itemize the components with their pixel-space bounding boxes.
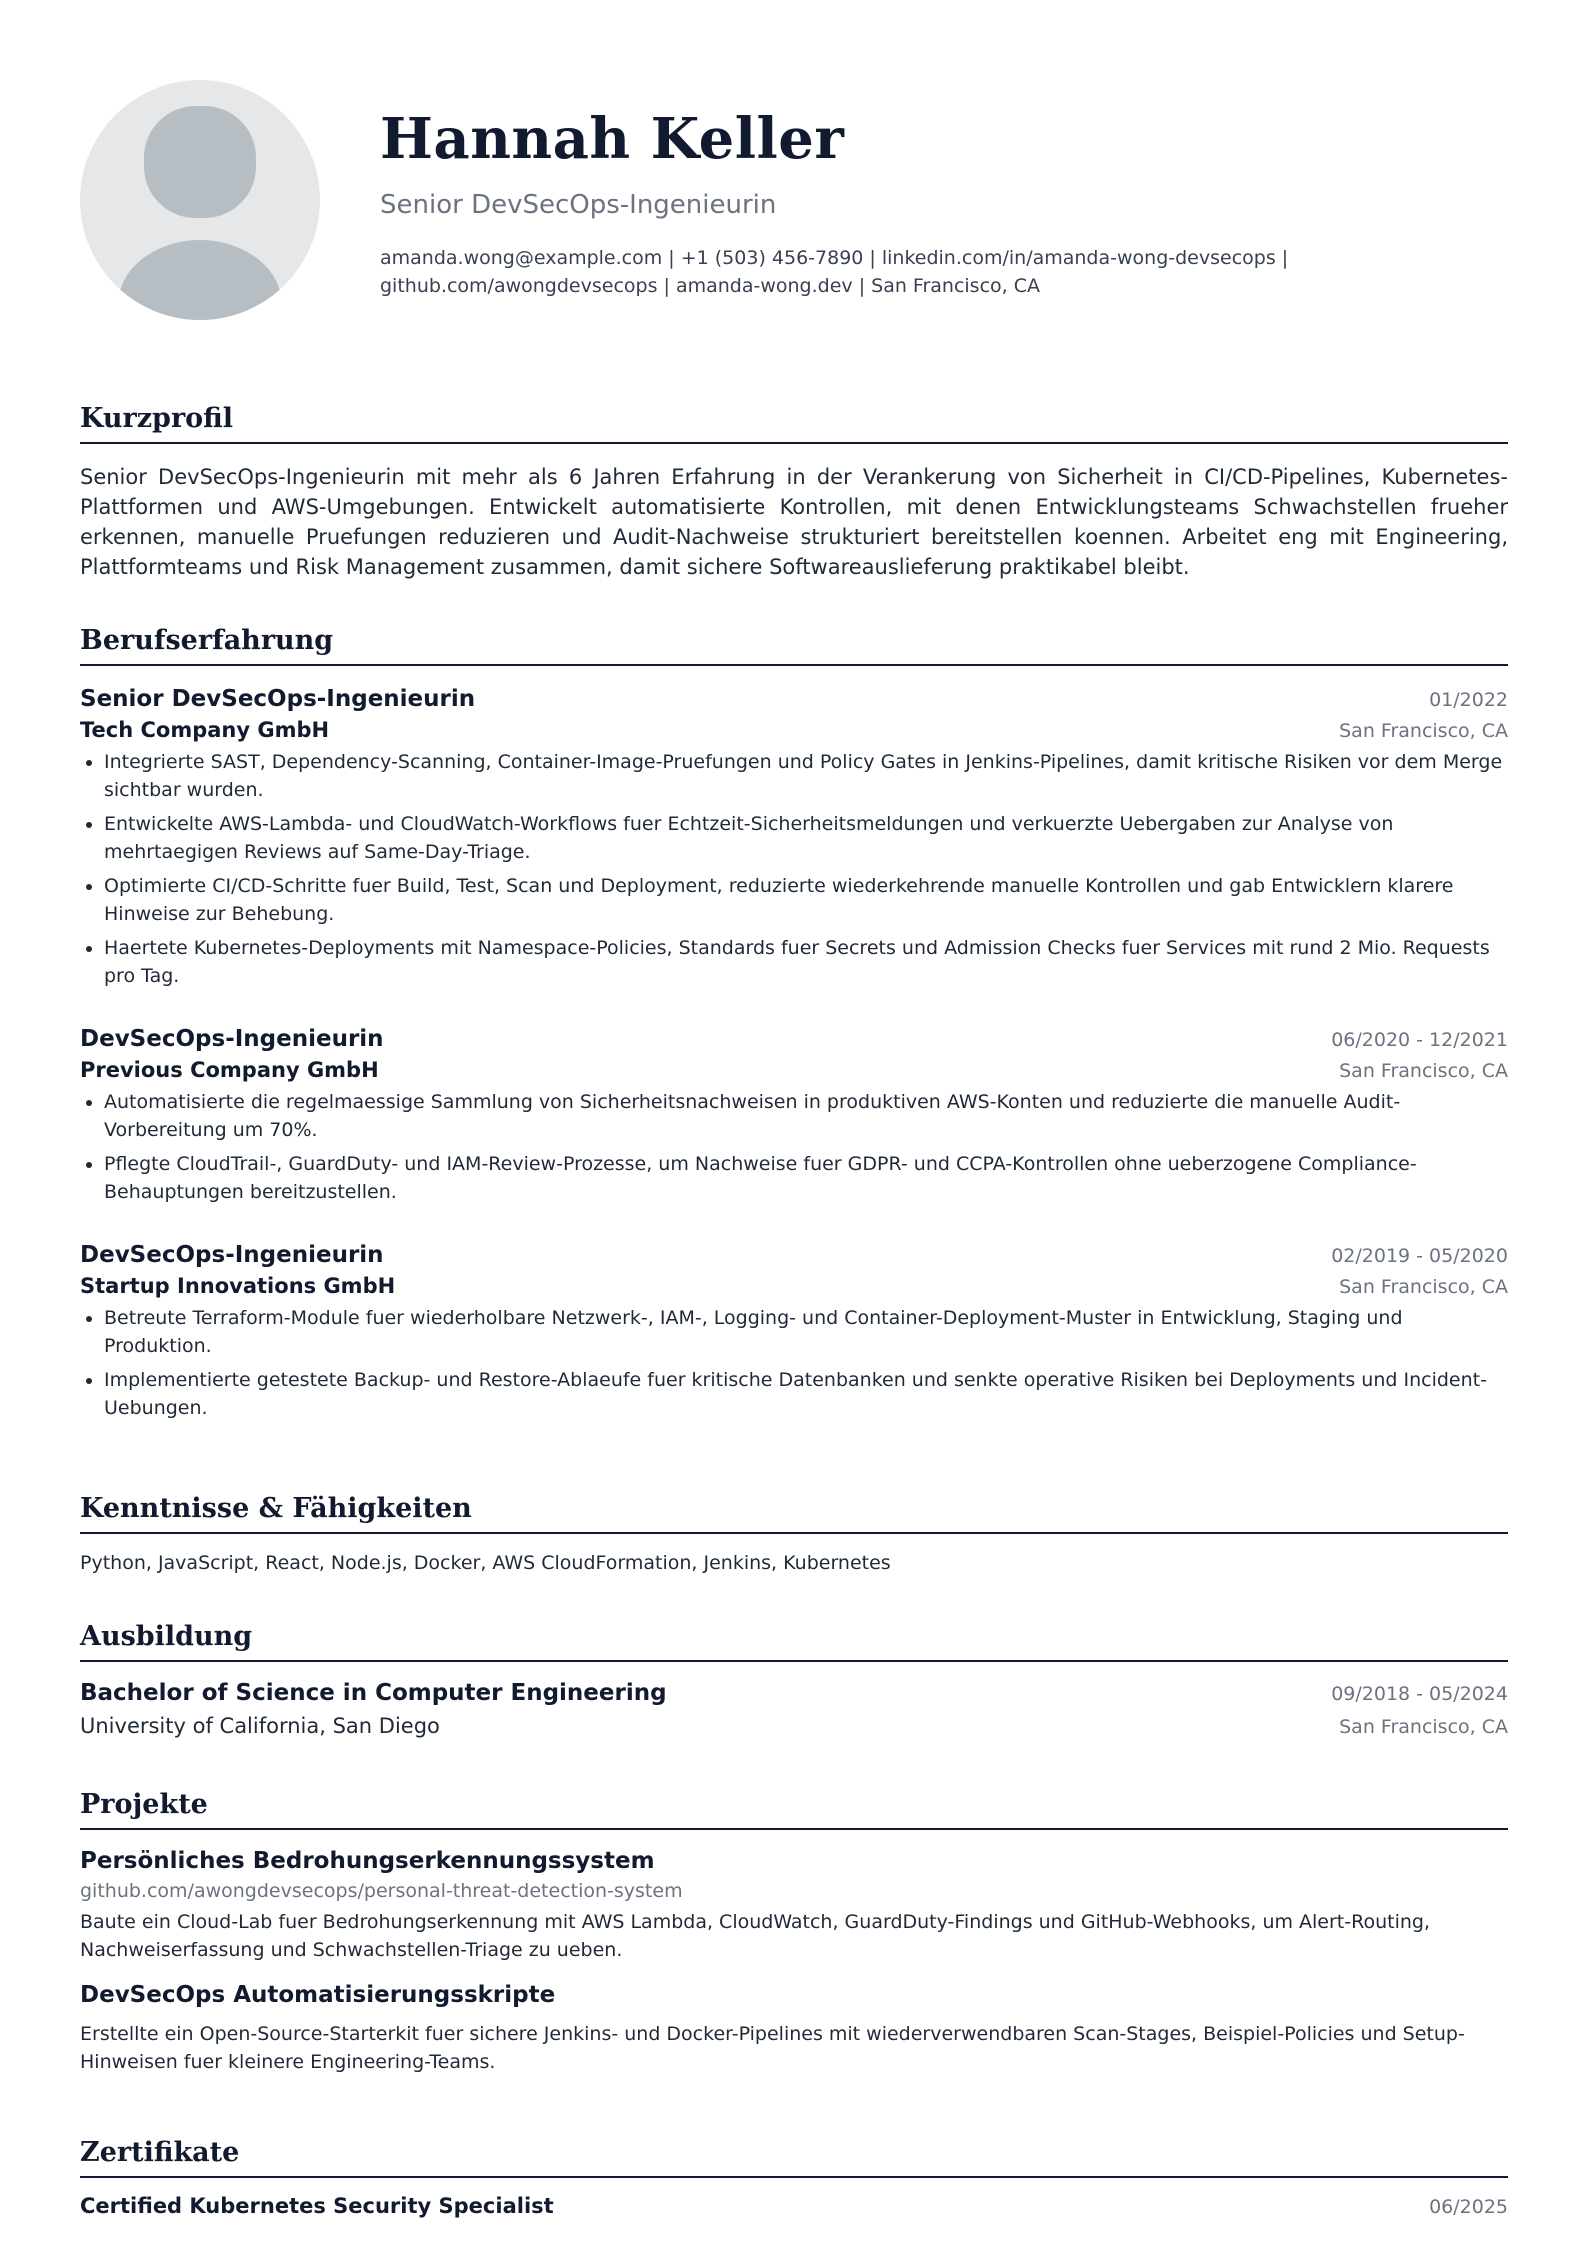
avatar — [80, 80, 320, 320]
job-bullet: • Haertete Kubernetes-Deployments mit Namespace-Policies, Standards fuer Secrets und Admission Checks fuer Services mit rund 2 Mio. Requests pro Tag. — [104, 934, 1508, 990]
company-name: Tech Company GmbH — [80, 717, 330, 742]
avatar-head-shape — [144, 106, 256, 218]
resume-page — [80, 0, 1508, 2218]
summary-section — [80, 402, 1508, 582]
section-heading: Zertifikate — [80, 2136, 1508, 2178]
job-bullet: • Integrierte SAST, Dependency-Scanning, Container-Image-Pruefungen und Policy Gates in Jenkins-Pipelines, damit kritische Risiken vor dem Merge sichtbar wurden. — [104, 748, 1508, 804]
certificate-entry — [80, 2194, 1508, 2218]
summary-text: Senior DevSecOps-Ingenieurin mit mehr als 6 Jahren Erfahrung in der Verankerung von Sicherheit in CI/CD-Pipelines, Kubernetes-Plattformen und AWS-Umgebungen. Entwickelt automatisierte Kontrollen, mit denen Entwicklungsteams Schwachstellen frueher erkennen, manuelle Pruefungen reduzieren und Audit-Nachweise strukturiert bereitstellen koennen. Arbeitet eng mit Engineering, Plattformteams und Risk Management zusammen, damit sichere Softwareauslieferung praktikabel bleibt. — [80, 464, 1508, 579]
job-title: DevSecOps-Ingenieurin — [80, 1025, 384, 1052]
projects-section — [80, 1788, 1508, 2076]
section-heading: Kurzprofil — [80, 402, 1508, 444]
job-location: San Francisco, CA — [1339, 1059, 1508, 1082]
job-bullets — [80, 1088, 1508, 1206]
company-name: Previous Company GmbH — [80, 1057, 379, 1082]
job-location: San Francisco, CA — [1339, 1275, 1508, 1298]
experience-section — [80, 624, 1508, 1428]
job-bullet: • Implementierte getestete Backup- und Restore-Ablaeufe fuer kritische Datenbanken und senkte operative Risiken bei Deployments und Incident-Uebungen. — [104, 1366, 1508, 1422]
job-date: 02/2019 - 05/2020 — [1331, 1244, 1508, 1267]
job-bullets — [80, 748, 1508, 990]
certificate-date: 06/2025 — [1429, 2195, 1508, 2218]
job-date: 01/2022 — [1429, 688, 1508, 711]
section-heading: Projekte — [80, 1788, 1508, 1830]
skills-list: Python, JavaScript, React, Node.js, Docker, AWS CloudFormation, Jenkins, Kubernetes — [80, 1551, 891, 1574]
candidate-title: Senior DevSecOps-Ingenieurin — [380, 190, 777, 220]
education-section — [80, 1620, 1508, 1738]
avatar-body-shape — [118, 240, 282, 320]
job-bullets — [80, 1304, 1508, 1422]
project-description: Baute ein Cloud-Lab fuer Bedrohungserkennung mit AWS Lambda, CloudWatch, GuardDuty-Findings und GitHub-Webhooks, um Alert-Routing, Nachweiserfassung und Schwachstellen-Triage zu ueben. — [80, 1910, 1431, 1961]
project-title: Persönliches Bedrohungserkennungssystem — [80, 1847, 655, 1874]
project-title: DevSecOps Automatisierungsskripte — [80, 1981, 556, 2008]
school-name: University of California, San Diego — [80, 1713, 440, 1738]
job-location: San Francisco, CA — [1339, 719, 1508, 742]
job-bullet: • Betreute Terraform-Module fuer wiederholbare Netzwerk-, IAM-, Logging- und Container-Deployment-Muster in Entwicklung, Staging und Produktion. — [104, 1304, 1508, 1360]
job-bullet: • Pflegte CloudTrail-, GuardDuty- und IAM-Review-Prozesse, um Nachweise fuer GDPR- und CCPA-Kontrollen ohne ueberzogene Compliance-Behauptungen bereitzustellen. — [104, 1150, 1508, 1206]
certificate-name: Certified Kubernetes Security Specialist — [80, 2193, 554, 2218]
job-entry — [80, 1242, 1508, 1422]
job-bullet: • Optimierte CI/CD-Schritte fuer Build, Test, Scan und Deployment, reduzierte wiederkehrende manuelle Kontrollen und gab Entwicklern klarere Hinweise zur Behebung. — [104, 872, 1508, 928]
project-entry — [80, 1848, 1508, 1964]
section-heading: Kenntnisse & Fähigkeiten — [80, 1492, 1508, 1534]
job-date: 06/2020 - 12/2021 — [1331, 1028, 1508, 1051]
job-entry — [80, 686, 1508, 990]
job-bullet: • Automatisierte die regelmaessige Sammlung von Sicherheitsnachweisen in produktiven AWS-Konten und reduzierte die manuelle Audit-Vorbereitung um 70%. — [104, 1088, 1508, 1144]
education-location: San Francisco, CA — [1339, 1715, 1508, 1738]
project-entry — [80, 1982, 1508, 2076]
project-link[interactable]: github.com/awongdevsecops/personal-threat-detection-system — [80, 1879, 683, 1902]
contact-line-1: amanda.wong@example.com | +1 (503) 456-7890 | linkedin.com/in/amanda-wong-devsecops | — [380, 247, 1289, 269]
contact-info — [380, 244, 1380, 300]
skills-section — [80, 1492, 1508, 1574]
certificates-section — [80, 2136, 1508, 2218]
contact-line-2: github.com/awongdevsecops | amanda-wong.dev | San Francisco, CA — [380, 275, 1040, 297]
degree-title: Bachelor of Science in Computer Engineering — [80, 1679, 667, 1706]
resume-header — [80, 0, 1508, 330]
job-bullet: • Entwickelte AWS-Lambda- und CloudWatch-Workflows fuer Echtzeit-Sicherheitsmeldungen und verkuerzte Uebergaben zur Analyse von mehrtaegigen Reviews auf Same-Day-Triage. — [104, 810, 1508, 866]
section-heading: Berufserfahrung — [80, 624, 1508, 666]
company-name: Startup Innovations GmbH — [80, 1273, 396, 1298]
job-title: DevSecOps-Ingenieurin — [80, 1241, 384, 1268]
job-entry — [80, 1026, 1508, 1206]
job-title: Senior DevSecOps-Ingenieurin — [80, 685, 476, 712]
section-heading: Ausbildung — [80, 1620, 1508, 1662]
education-date: 09/2018 - 05/2024 — [1331, 1682, 1508, 1705]
project-description: Erstellte ein Open-Source-Starterkit fuer sichere Jenkins- und Docker-Pipelines mit wiederverwendbaren Scan-Stages, Beispiel-Policies und Setup-Hinweisen fuer kleinere Engineering-Teams. — [80, 2022, 1465, 2073]
candidate-name: Hannah Keller — [380, 106, 845, 172]
